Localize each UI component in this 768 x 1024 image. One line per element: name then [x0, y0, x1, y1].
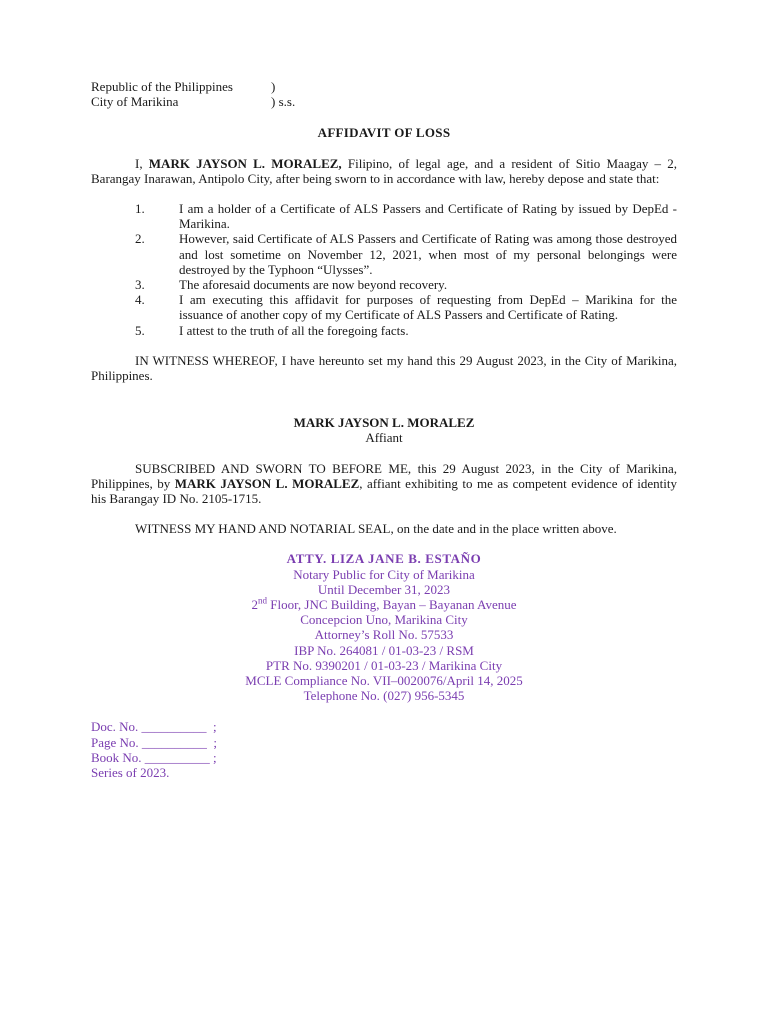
- intro-rest-line1: Filipino, of legal age, and a resident of Sitio: [341, 155, 601, 171]
- statement-number: 1.: [135, 200, 145, 216]
- notarial-seal-paragraph: WITNESS MY HAND AND NOTARIAL SEAL, on the date and in the place written above.: [135, 521, 617, 537]
- document-title: AFFIDAVIT OF LOSS: [317, 125, 451, 141]
- statement-text: However, said Certificate of ALS Passers and Certificate of Rating was among those destroyed and lost sometime on November 12, 2021, when most of my personal belongings were destroyed by the Typhoon “Ulysses”.: [179, 231, 677, 277]
- intro-rest: Maagay – 2, Barangay Inarawan, Antipolo City, after being sworn to in accordance with law, hereby depose and state that:: [91, 155, 677, 186]
- affiant-name: MARK JAYSON L. MORALEZ: [293, 415, 475, 431]
- statement-text: I attest to the truth of all the foregoing facts.: [179, 322, 409, 338]
- notary-ptr-number: PTR No. 9390201 / 01-03-23 / Marikina City: [265, 657, 503, 673]
- venue-line-city: [91, 94, 677, 109]
- intro-paragraph: [91, 156, 677, 186]
- doc-number: Doc. No. __________ ;: [91, 719, 217, 735]
- notary-office-address: 2nd Floor, JNC Building, Bayan – Bayanan Avenue: [251, 595, 517, 613]
- witness-paragraph: IN WITNESS WHEREOF, I have hereunto set my hand this 29 August 2023, in the City of Marikina, Philippines.: [91, 352, 677, 384]
- notary-ibp-number: IBP No. 264081 / 01-03-23 / RSM: [294, 642, 474, 658]
- statement-item: [91, 292, 677, 322]
- intro-affiant-name: MARK JAYSON L. MORALEZ,: [148, 155, 342, 171]
- venue-city: City of Marikina: [91, 94, 179, 110]
- statement-number: 5.: [135, 322, 145, 338]
- notary-commission: Notary Public for City of Marikina: [293, 566, 475, 582]
- statement-text: I am a holder of a Certificate of ALS Passers and Certificate of Rating by issued by DepEd - Marikina.: [179, 200, 677, 232]
- subscribed-affiant-name: MARK JAYSON L. MORALEZ: [174, 475, 360, 491]
- notary-address-city: Concepcion Uno, Marikina City: [300, 612, 468, 628]
- affidavit-document: [91, 79, 677, 780]
- venue-block: [91, 79, 677, 109]
- page-number: Page No. __________ ;: [91, 734, 218, 750]
- statement-number: 2.: [135, 231, 145, 247]
- subscribed-paragraph: [91, 461, 677, 507]
- statement-number: 4.: [135, 292, 145, 308]
- notary-block: [91, 551, 677, 703]
- statement-item: [91, 277, 677, 292]
- statements-list: [91, 201, 677, 338]
- notarial-register-block: [91, 719, 677, 780]
- notary-roll-number: Attorney’s Roll No. 57533: [314, 627, 454, 643]
- statement-item: [91, 323, 677, 338]
- subscribed-part1: SUBSCRIBED AND SWORN TO BEFORE ME, this 29 August 2023, in the City of Marikina, Philippines, by: [91, 460, 677, 491]
- subscribed-part2: , affiant exhibiting to me as competent evidence of identity his Barangay ID No. 2105-1715.: [91, 475, 677, 507]
- venue-line-republic: [91, 79, 677, 94]
- notary-telephone: Telephone No. (027) 956-5345: [303, 688, 465, 704]
- venue-ss: ) s.s.: [271, 94, 296, 110]
- book-number: Book No. __________ ;: [91, 749, 217, 765]
- intro-prefix: I,: [135, 155, 149, 171]
- statement-number: 3.: [135, 277, 145, 292]
- notary-validity: Until December 31, 2023: [317, 581, 451, 597]
- statement-text: I am executing this affidavit for purposes of requesting from DepEd – Marikina for the issuance of another copy of my Certificate of ALS Passers and Certificate of Rating.: [179, 292, 677, 323]
- affiant-label: Affiant: [365, 430, 403, 446]
- statement-item: [91, 231, 677, 277]
- venue-bracket: ): [271, 79, 276, 94]
- venue-republic: Republic of the Philippines: [91, 79, 233, 94]
- series-year: Series of 2023.: [91, 765, 170, 781]
- notary-name: ATTY. LIZA JANE B. ESTAÑO: [286, 551, 482, 567]
- statement-text: The aforesaid documents are now beyond recovery.: [179, 277, 448, 292]
- notary-mcle-number: MCLE Compliance No. VII–0020076/April 14, 2025: [245, 673, 523, 689]
- statement-item: [91, 201, 677, 231]
